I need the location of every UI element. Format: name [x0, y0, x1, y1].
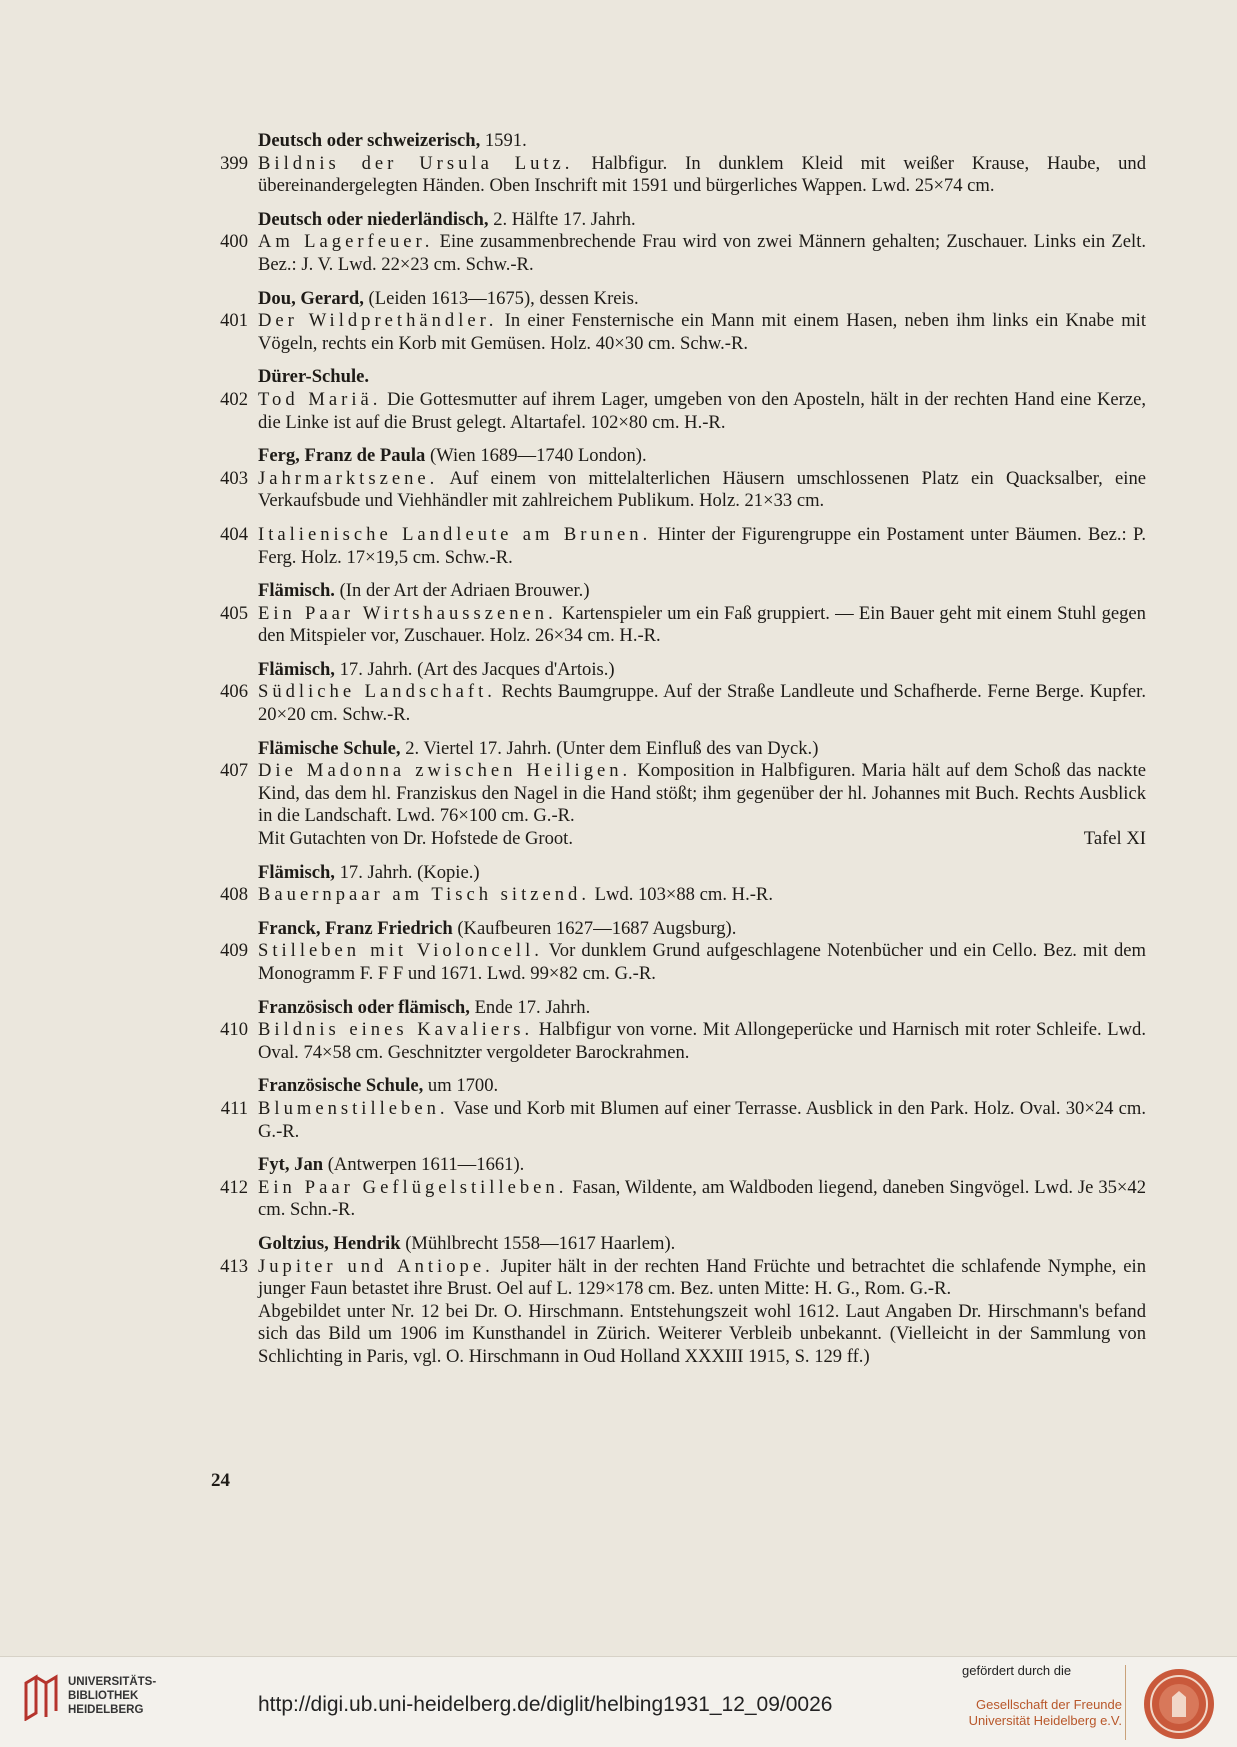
- catalog-entry: [198, 862, 1146, 907]
- lot-number: 405: [220, 602, 248, 624]
- lot-text: Kartenspieler um ein Faß gruppiert. — Ein Bauer geht mit einem Stuhl gegen den Mitspieler vor, Zuschauer. Holz. 26×34 cm. H.-R.: [258, 602, 1146, 647]
- lot-text: Rechts Baumgruppe. Auf der Straße Landleute und Schafherde. Ferne Berge. Kupfer. 20×20 cm. Schw.-R.: [258, 681, 1146, 726]
- lot-title: Ein Paar Geflügelstilleben.: [258, 1176, 568, 1198]
- catalog-entry: [198, 1154, 1146, 1222]
- lot-number: 399: [220, 152, 248, 174]
- library-name[interactable]: UNIVERSITÄTS- BIBLIOTHEK HEIDELBERG: [68, 1676, 157, 1716]
- lot-description: [198, 1256, 1146, 1301]
- lot-text: Hinter der Figurengruppe ein Postament unter Bäumen. Bez.: P. Ferg. Holz. 17×19,5 cm. Schw.-R.: [258, 523, 1146, 568]
- lot-description: [198, 884, 1146, 907]
- artist-name: Deutsch oder niederländisch,: [258, 208, 489, 230]
- catalog-entry: [198, 1233, 1146, 1369]
- lot-number: 408: [220, 884, 248, 906]
- artist-heading: [198, 918, 1146, 941]
- lot-description: [198, 1098, 1146, 1143]
- lot-description: [198, 760, 1146, 828]
- plate-reference: Tafel XI: [1083, 828, 1146, 850]
- viewer-footer: [0, 1656, 1237, 1747]
- lot-text: Vor dunklem Grund aufgeschlagene Notenbücher und ein Cello. Bez. mit dem Monogramm F. F F und 1671. Lwd. 99×82 cm. G.-R.: [258, 940, 1146, 984]
- catalog-entry: [198, 1075, 1146, 1143]
- lot-text: Lwd. 103×88 cm. H.-R.: [589, 884, 773, 906]
- lot-text: Eine zusammenbrechende Frau wird von zwei Männern gehalten; Zuschauer. Links ein Zelt. Bez.: J. V. Lwd. 22×23 cm. Schw.-R.: [258, 231, 1147, 275]
- catalog-entry: [198, 738, 1146, 851]
- catalog-entry: [198, 659, 1146, 727]
- lot-text: Die Gottesmutter auf ihrem Lager, umgeben von den Aposteln, hält in der rechten Hand eine Kerze, die Linke ist auf die Brust gelegt. Altartafel. 102×80 cm. H.-R.: [258, 388, 1146, 433]
- lot-text: Auf einem von mittelalterlichen Häusern umschlossenen Platz ein Quacksalber, eine Verkaufsbude und Viehhändler mit zahlreichem Publikum. Holz. 21×33 cm.: [258, 467, 1146, 512]
- lot-number: 409: [220, 940, 248, 962]
- artist-heading: [198, 997, 1146, 1020]
- artist-name: Dürer-Schule.: [258, 366, 370, 388]
- lot-text: Komposition in Halbfiguren. Maria hält auf dem Schoß das nackte Kind, das dem hl. Franziskus den Nagel in die Hand stößt; ihm gegenüber der hl. Johannes mit Buch. Rechts Ausblick in die Landschaft. Lwd. 76×100 cm. G.-R.: [258, 760, 1146, 827]
- lot-title: Jahrmarktszene.: [258, 467, 439, 489]
- artist-name: Fyt, Jan: [258, 1154, 324, 1176]
- artist-name: Französisch oder flämisch,: [258, 996, 470, 1018]
- artist-heading: [198, 659, 1146, 682]
- artist-details: 2. Viertel 17. Jahrh. (Unter dem Einfluß des van Dyck.): [400, 737, 819, 759]
- lot-title: Ein Paar Wirtshausszenen.: [258, 602, 557, 624]
- permalink-url[interactable]: http://digi.ub.uni-heidelberg.de/diglit/helbing1931_12_09/0026: [258, 1693, 833, 1716]
- society-name[interactable]: Gesellschaft der Freunde Universität Heidelberg e.V.: [968, 1697, 1122, 1728]
- lot-note-text: Abgebildet unter Nr. 12 bei Dr. O. Hirschmann. Entstehungszeit wohl 1612. Laut Angaben Dr. Hirschmann's befand sich das Bild um 1906 im Kunsthandel in Zürich. Weiterer Verbleib unbekannt. (Vielleicht in der Sammlung von Schlichting in Paris, vgl. O. Hirschmann in Oud Holland XXXIII 1915, S. 129 ff.): [258, 1300, 1146, 1367]
- artist-heading: [198, 580, 1146, 603]
- lot-note-text: Mit Gutachten von Dr. Hofstede de Groot.: [258, 828, 573, 850]
- artist-details: 17. Jahrh. (Art des Jacques d'Artois.): [334, 658, 615, 680]
- artist-details: 2. Hälfte 17. Jahrh.: [488, 208, 636, 230]
- artist-details: um 1700.: [423, 1075, 499, 1097]
- catalog-entry: [198, 130, 1146, 198]
- artist-heading: [198, 209, 1146, 232]
- artist-details: 17. Jahrh. (Kopie.): [334, 861, 480, 883]
- lot-number: 407: [220, 760, 248, 782]
- catalog-entry: [198, 209, 1146, 277]
- catalog-entry: [198, 524, 1146, 569]
- lot-description: [198, 389, 1146, 434]
- artist-heading: [198, 1154, 1146, 1177]
- lot-title: Südliche Landschaft.: [258, 681, 496, 703]
- lot-text: In einer Fensternische ein Mann mit einem Hasen, neben ihm links ein Knabe mit Vögeln, rechts ein Korb mit Gemüsen. Holz. 40×30 cm. Schw.-R.: [258, 310, 1147, 354]
- lot-title: Am Lagerfeuer.: [258, 231, 434, 253]
- lot-note: [198, 1301, 1146, 1369]
- artist-name: Flämische Schule,: [258, 737, 401, 759]
- lot-description: [198, 940, 1146, 985]
- lot-description: [198, 468, 1146, 513]
- artist-heading: [198, 130, 1146, 153]
- lot-description: [198, 1177, 1146, 1222]
- artist-name: Goltzius, Hendrik: [258, 1232, 401, 1254]
- lot-text: Fasan, Wildente, am Waldboden liegend, daneben Singvögel. Lwd. Je 35×42 cm. Schn.-R.: [258, 1176, 1146, 1221]
- artist-heading: [198, 288, 1146, 311]
- catalog-entries: [198, 130, 1146, 1380]
- lot-description: [198, 153, 1146, 198]
- funded-by-label: gefördert durch die: [962, 1663, 1072, 1678]
- lot-text: Jupiter hält in der rechten Hand Früchte und betrachtet die schlafende Nymphe, ein junger Faun betastet ihre Brust. Oel auf L. 129×178 cm. Bez. unten Mitte: H. G., Rom. G.-R.: [258, 1255, 1146, 1300]
- lot-text: Vase und Korb mit Blumen auf einer Terrasse. Ausblick in den Park. Holz. Oval. 30×24 cm. G.-R.: [258, 1097, 1146, 1142]
- catalog-entry: [198, 288, 1146, 356]
- lot-title: Der Wildprethändler.: [258, 310, 498, 332]
- artist-heading: [198, 862, 1146, 885]
- lot-description: [198, 1019, 1146, 1064]
- lot-title: Die Madonna zwischen Heiligen.: [258, 760, 632, 782]
- artist-heading: [198, 1233, 1146, 1256]
- artist-details: (Wien 1689—1740 London).: [425, 445, 647, 467]
- university-library-logo-icon[interactable]: [22, 1673, 62, 1721]
- university-seal-icon[interactable]: [1142, 1667, 1216, 1741]
- artist-heading: [198, 366, 1146, 389]
- catalog-entry: [198, 445, 1146, 513]
- lot-number: 412: [220, 1176, 248, 1198]
- catalog-entry: [198, 918, 1146, 986]
- lot-text: Halbfigur. In dunklem Kleid mit weißer Krause, Haube, und übereinandergelegten Händen. Oben Inschrift mit 1591 und bürgerliches Wappen. Lwd. 25×74 cm.: [258, 152, 1146, 197]
- catalog-entry: [198, 997, 1146, 1065]
- artist-name: Ferg, Franz de Paula: [258, 445, 426, 467]
- lot-description: [198, 681, 1146, 726]
- artist-name: Flämisch,: [258, 861, 335, 883]
- artist-name: Flämisch,: [258, 658, 335, 680]
- lot-title: Bauernpaar am Tisch sitzend.: [258, 884, 590, 906]
- footer-divider: [1125, 1665, 1126, 1740]
- artist-name: Französische Schule,: [258, 1075, 424, 1097]
- lot-title: Italienische Landleute am Brunen.: [258, 523, 652, 545]
- artist-details: (In der Art der Adriaen Brouwer.): [334, 580, 590, 602]
- lot-number: 404: [220, 523, 248, 545]
- lot-title: Bildnis der Ursula Lutz.: [258, 152, 574, 174]
- lot-number: 403: [220, 467, 248, 489]
- lot-description: [198, 231, 1146, 276]
- artist-name: Dou, Gerard,: [258, 287, 364, 309]
- artist-details: Ende 17. Jahrh.: [469, 996, 591, 1018]
- artist-name: Flämisch.: [258, 580, 335, 602]
- lot-title: Tod Mariä.: [258, 388, 382, 410]
- lot-description: [198, 603, 1146, 648]
- lot-title: Bildnis eines Kavaliers.: [258, 1019, 534, 1041]
- lot-number: 401: [220, 310, 248, 332]
- artist-details: (Mühlbrecht 1558—1617 Haarlem).: [400, 1232, 676, 1254]
- lot-number: 400: [220, 231, 248, 253]
- lot-title: Jupiter und Antiope.: [258, 1255, 494, 1277]
- lot-number: 406: [220, 681, 248, 703]
- artist-name: Franck, Franz Friedrich: [258, 917, 453, 939]
- artist-details: 1591.: [480, 130, 527, 151]
- artist-details: (Kaufbeuren 1627—1687 Augsburg).: [452, 917, 737, 939]
- lot-number: 411: [220, 1097, 248, 1119]
- catalog-entry: [198, 580, 1146, 648]
- lot-text: Halbfigur von vorne. Mit Allongeperücke und Harnisch mit roter Schleife. Lwd. Oval. 74×58 cm. Geschnitzter vergoldeter Barockrahmen.: [258, 1019, 1146, 1063]
- page-number: 24: [211, 1470, 230, 1491]
- lot-description: [198, 524, 1146, 569]
- artist-heading: [198, 1075, 1146, 1098]
- artist-name: Deutsch oder schweizerisch,: [258, 130, 481, 151]
- artist-details: (Leiden 1613—1675), dessen Kreis.: [363, 287, 639, 309]
- lot-number: 402: [220, 388, 248, 410]
- lot-title: Blumenstilleben.: [258, 1097, 449, 1119]
- lot-number: 410: [220, 1019, 248, 1041]
- lot-description: [198, 310, 1146, 355]
- lot-title: Stilleben mit Violoncell.: [258, 940, 543, 962]
- artist-heading: [198, 445, 1146, 468]
- lot-note: [198, 828, 1146, 851]
- lot-number: 413: [220, 1255, 248, 1277]
- artist-heading: [198, 738, 1146, 761]
- artist-details: (Antwerpen 1611—1661).: [323, 1154, 525, 1176]
- catalog-entry: [198, 366, 1146, 434]
